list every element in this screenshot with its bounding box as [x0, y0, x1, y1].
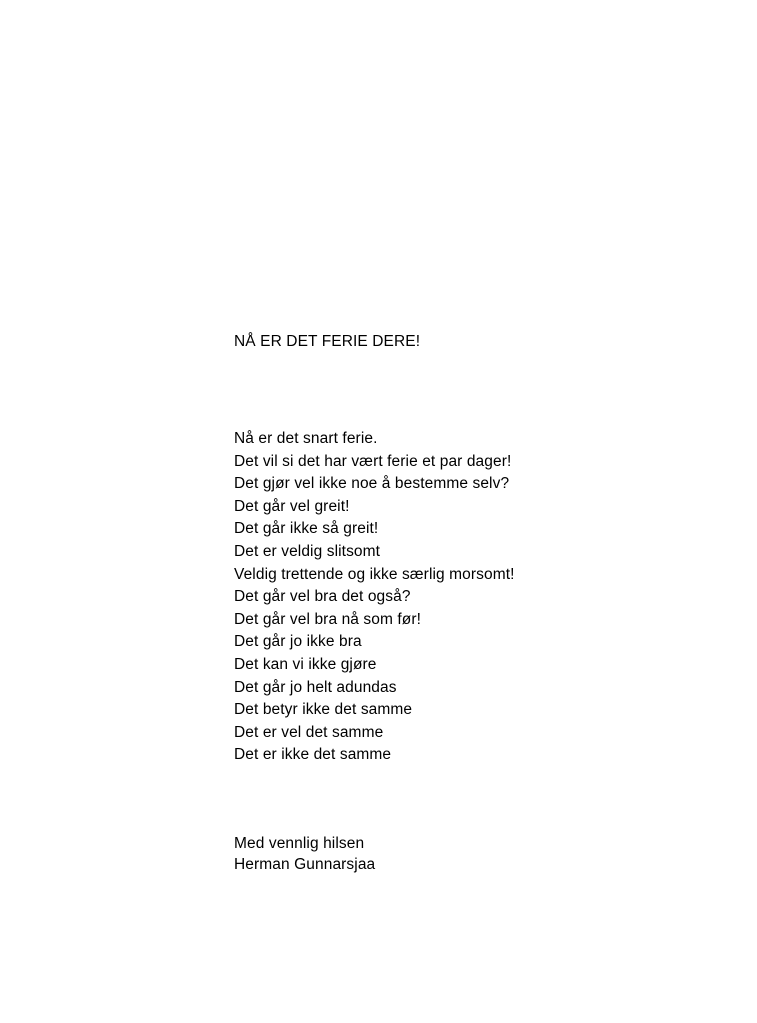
poem-line: Det går vel greit! [234, 497, 350, 515]
poem-line: Det betyr ikke det samme [234, 701, 413, 719]
poem-line: Det kan vi ikke gjøre [234, 655, 377, 673]
poem-line: Det går vel bra det også? [234, 588, 411, 606]
poem-line: Nå er det snart ferie. [234, 429, 378, 447]
poem-line: Det går vel bra nå som før! [234, 610, 422, 628]
poem-line: Det går jo ikke bra [234, 633, 362, 651]
letter-text-block [234, 286, 515, 921]
letter-title: NÅ ER DET FERIE DERE! [234, 333, 421, 351]
poem-line: Det er ikke det samme [234, 746, 392, 764]
closing-line: Herman Gunnarsjaa [234, 856, 376, 874]
poem-body [234, 428, 515, 767]
poem-line: Det vil si det har vært ferie et par dager! [234, 452, 512, 470]
closing-line: Med vennlig hilsen [234, 835, 365, 853]
poem-line: Det gjør vel ikke noe å bestemme selv? [234, 475, 510, 493]
closing-block [234, 833, 515, 876]
poem-line: Det går ikke så greit! [234, 520, 379, 538]
poem-line: Veldig trettende og ikke særlig morsomt! [234, 565, 515, 583]
poem-line: Det er veldig slitsomt [234, 542, 381, 560]
poem-line: Det går jo helt adundas [234, 678, 397, 696]
poem-line: Det er vel det samme [234, 723, 384, 741]
